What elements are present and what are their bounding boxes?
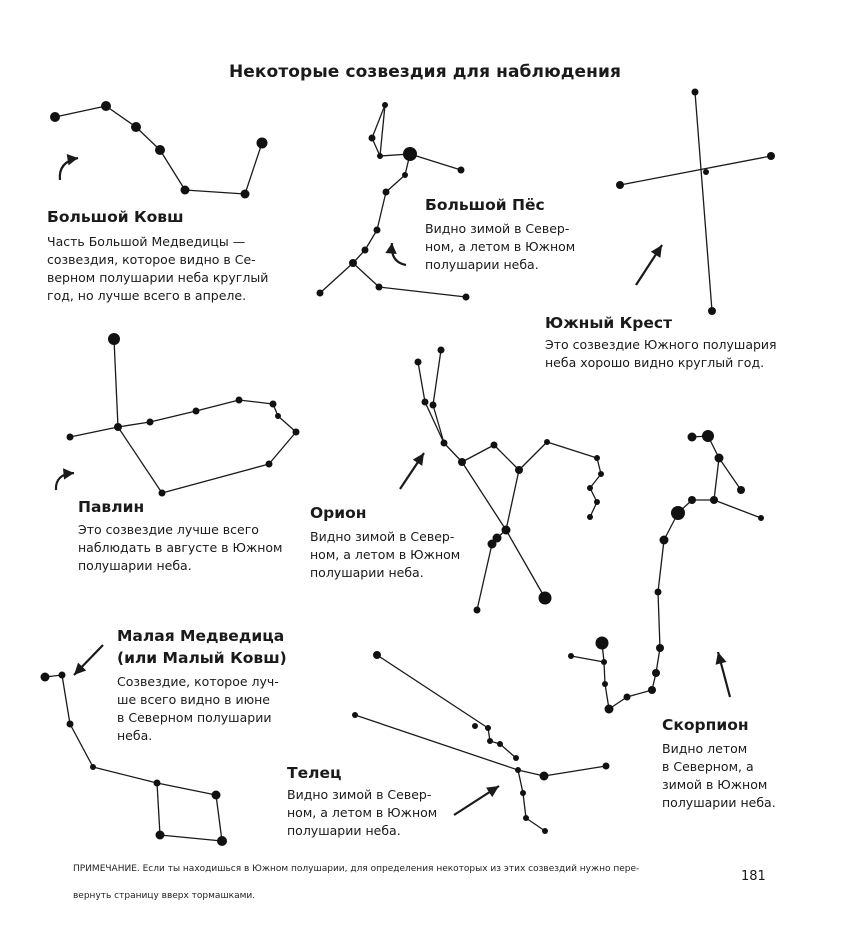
pavo-line <box>70 427 118 437</box>
orion-line <box>477 544 492 610</box>
little-dipper-star <box>67 721 74 728</box>
big-dipper-star <box>50 112 60 122</box>
orion-line <box>506 530 545 598</box>
canis-major-star <box>382 102 388 108</box>
canis-major-line <box>353 263 379 287</box>
orion-description: Видно зимой в Север- ном, а летом в Южном полушарии неба. <box>310 529 461 580</box>
pavo-star <box>266 461 273 468</box>
orion-star <box>488 540 497 549</box>
pavo-line <box>118 427 162 493</box>
scorpius-star <box>710 496 718 504</box>
scorpius-line <box>714 458 719 500</box>
taurus-star <box>497 741 503 747</box>
pavo-star <box>270 401 277 408</box>
southern-cross-star <box>767 152 775 160</box>
pavo-line <box>269 432 296 464</box>
pavo-name: Павлин <box>78 498 145 516</box>
little-dipper-line <box>157 783 160 835</box>
pavo-star <box>275 413 281 419</box>
orion-star <box>594 455 600 461</box>
canis-major-line <box>320 263 353 293</box>
scorpius-name: Скорпион <box>662 716 749 734</box>
pavo-line <box>239 400 273 404</box>
big-dipper-arrow-head <box>67 154 78 165</box>
canis-major-line <box>377 192 386 230</box>
taurus-star <box>542 828 548 834</box>
scorpius-star <box>660 536 669 545</box>
scorpius-star <box>688 496 696 504</box>
orion-line <box>418 362 425 402</box>
taurus-star <box>520 790 526 796</box>
scorpius-star <box>601 659 607 665</box>
orion-star <box>422 399 429 406</box>
southern-cross-star <box>703 169 709 175</box>
taurus-line <box>377 655 488 728</box>
pavo-line <box>196 400 239 411</box>
pavo-star <box>108 333 120 345</box>
orion-star <box>502 526 511 535</box>
pavo-star <box>293 429 300 436</box>
southern-cross-line <box>695 92 712 311</box>
southern-cross-star <box>708 307 716 315</box>
scorpius-line <box>658 540 664 592</box>
pavo-line <box>278 416 296 432</box>
little-dipper-line <box>93 767 157 783</box>
orion-star <box>491 442 498 449</box>
pavo-star <box>159 490 166 497</box>
scorpius-star <box>596 637 609 650</box>
taurus-star <box>603 763 610 770</box>
scorpius-star <box>702 430 714 442</box>
taurus-star <box>540 772 549 781</box>
scorpius-line <box>714 500 761 518</box>
scorpius-star <box>624 694 631 701</box>
canis-major-star <box>374 227 381 234</box>
pavo-star <box>193 408 200 415</box>
orion-star <box>474 607 481 614</box>
taurus-star <box>485 725 491 731</box>
scorpius-arrow-head <box>716 652 727 665</box>
canis-major-star <box>376 284 383 291</box>
orion-star <box>515 466 523 474</box>
big-dipper-line <box>185 190 245 194</box>
southern-cross-star <box>692 89 699 96</box>
canis-major-name: Большой Пёс <box>425 196 545 214</box>
orion-star <box>438 347 445 354</box>
scorpius-description: Видно летом в Северном, а зимой в Южном полушарии неба. <box>662 741 776 810</box>
orion-star <box>544 439 550 445</box>
scorpius-figure <box>568 430 764 714</box>
orion-line <box>494 445 519 470</box>
pavo-star <box>114 423 122 431</box>
canis-major-star <box>317 290 324 297</box>
scorpius-star <box>671 506 685 520</box>
canis-major-star <box>383 189 390 196</box>
orion-star <box>430 402 437 409</box>
pavo-arrow-head <box>63 468 74 479</box>
scorpius-star <box>655 589 662 596</box>
taurus-arrow-head <box>486 786 499 797</box>
pavo-description: Это созвездие лучше всего наблюдать в августе в Южном полушарии неба. <box>78 522 283 573</box>
canis-major-line <box>379 287 466 297</box>
southern-cross-line <box>620 156 771 185</box>
orion-line <box>519 442 547 470</box>
little-dipper-star <box>156 831 165 840</box>
little-dipper-line <box>62 675 70 724</box>
scorpius-star <box>568 653 574 659</box>
scorpius-star <box>652 669 660 677</box>
big-dipper-star <box>131 122 141 132</box>
orion-name: Орион <box>310 504 367 522</box>
big-dipper-star <box>155 145 165 155</box>
canis-major-arrow-shaft <box>392 243 406 265</box>
scorpius-star <box>648 686 656 694</box>
canis-major-star <box>349 259 357 267</box>
pavo-line <box>118 422 150 427</box>
little-dipper-star <box>90 764 96 770</box>
big-dipper-name: Большой Ковш <box>47 208 184 226</box>
big-dipper-star <box>241 190 250 199</box>
orion-line <box>547 442 597 458</box>
orion-star <box>594 499 600 505</box>
little-dipper-star <box>41 673 50 682</box>
taurus-star <box>373 651 381 659</box>
pavo-star <box>147 419 154 426</box>
taurus-star <box>487 738 493 744</box>
pavo-figure <box>67 333 300 497</box>
canis-major-line <box>386 175 405 192</box>
canis-major-arrow-head <box>385 243 396 254</box>
orion-star <box>539 592 552 605</box>
pavo-line <box>162 464 269 493</box>
southern-cross-arrow-head <box>651 245 662 258</box>
canis-major-star <box>403 147 417 161</box>
southern-cross-star <box>616 181 624 189</box>
scorpius-line <box>719 458 741 490</box>
scorpius-line <box>604 662 605 684</box>
canis-major-line <box>410 154 461 170</box>
taurus-star <box>515 767 521 773</box>
little-dipper-star <box>217 836 227 846</box>
taurus-description: Видно зимой в Север- ном, а летом в Южном полушарии неба. <box>287 787 438 838</box>
orion-star <box>587 485 593 491</box>
scorpius-line <box>658 592 660 648</box>
orion-star <box>441 440 448 447</box>
canis-major-star <box>362 247 369 254</box>
pavo-line <box>150 411 196 422</box>
scorpius-star <box>602 681 608 687</box>
pavo-star <box>236 397 243 404</box>
big-dipper-description: Часть Большой Медведицы — созвездия, которое видно в Се- верном полушарии неба круглый год, но лучше всего в апреле. <box>47 234 269 303</box>
little-dipper-description: Созвездие, которое луч- ше всего видно в июне в Северном полушарии неба. <box>117 674 279 743</box>
orion-line <box>462 445 494 462</box>
orion-line <box>506 470 519 530</box>
little-dipper-line <box>216 795 222 841</box>
scorpius-star <box>688 433 697 442</box>
big-dipper-line <box>55 106 106 117</box>
canis-major-star <box>369 135 376 142</box>
little-dipper-name: Малая Медведица (или Малый Ковш) <box>117 627 287 667</box>
little-dipper-line <box>70 724 93 767</box>
page-number: 181 <box>741 869 766 884</box>
taurus-line <box>518 770 523 793</box>
scorpius-star <box>605 705 614 714</box>
orion-star <box>587 514 593 520</box>
little-dipper-star <box>154 780 161 787</box>
page-title: Некоторые созвездия для наблюдения <box>228 62 622 82</box>
scorpius-line <box>571 656 604 662</box>
canis-major-star <box>458 167 465 174</box>
taurus-star <box>472 723 478 729</box>
footnote: ПРИМЕЧАНИЕ. Если ты находишься в Южном полушарии, для определения некоторых из этих созвездий нужно пере- вернуть страницу вверх тормашками. <box>73 864 640 901</box>
orion-arrow-head <box>413 453 424 466</box>
southern-cross-name: Южный Крест <box>545 314 673 332</box>
scorpius-star <box>656 644 664 652</box>
pavo-line <box>114 339 118 427</box>
little-dipper-star <box>59 672 66 679</box>
pavo-star <box>67 434 74 441</box>
orion-star <box>415 359 422 366</box>
canis-major-star <box>377 153 383 159</box>
canis-major-star <box>463 294 470 301</box>
little-dipper-star <box>212 791 221 800</box>
orion-line <box>433 350 441 405</box>
orion-line <box>462 462 506 530</box>
taurus-star <box>513 755 519 761</box>
canis-major-star <box>402 172 408 178</box>
scorpius-star <box>715 454 724 463</box>
taurus-line <box>500 744 516 758</box>
southern-cross-description: Это созвездие Южного полушария неба хорошо видно круглый год. <box>545 337 777 370</box>
big-dipper-star <box>181 186 190 195</box>
taurus-name: Телец <box>287 764 342 782</box>
big-dipper-line <box>160 150 185 190</box>
taurus-star <box>352 712 358 718</box>
little-dipper-line <box>160 835 222 841</box>
taurus-line <box>544 766 606 776</box>
taurus-line <box>526 818 545 831</box>
big-dipper-line <box>106 106 136 127</box>
big-dipper-star <box>257 138 268 149</box>
big-dipper-figure <box>50 101 268 199</box>
orion-star <box>598 471 604 477</box>
orion-star <box>458 458 466 466</box>
taurus-line <box>523 793 526 818</box>
little-dipper-line <box>157 783 216 795</box>
taurus-star <box>523 815 529 821</box>
canis-major-description: Видно зимой в Север- ном, а летом в Южном полушарии неба. <box>425 221 576 272</box>
big-dipper-line <box>245 143 262 194</box>
big-dipper-star <box>101 101 111 111</box>
scorpius-star <box>737 486 745 494</box>
scorpius-star <box>758 515 764 521</box>
